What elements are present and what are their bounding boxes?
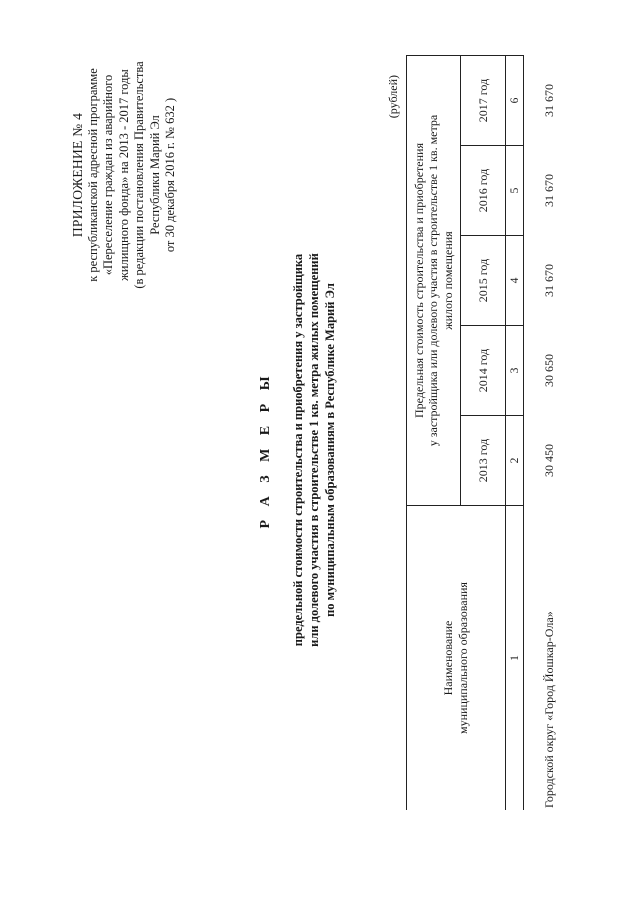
- table-row: [524, 56, 575, 811]
- header-year: 2013 год: [461, 416, 506, 506]
- appendix-line: (в редакции постановления Правительства: [132, 61, 146, 289]
- column-number: 1: [506, 506, 524, 811]
- header-year: 2017 год: [461, 56, 506, 146]
- appendix-line: Республики Марий Эл: [147, 115, 162, 235]
- appendix-line: к республиканской адресной программе: [85, 68, 100, 282]
- price-cell: 31 670: [541, 174, 556, 207]
- title-line: по муниципальным образованиям в Республике Марий Эл: [323, 283, 337, 617]
- column-number: 6: [506, 56, 524, 146]
- appendix-line: «Переселение граждан из аварийного: [101, 74, 115, 276]
- title-line: или долевого участия в строительстве 1 кв. метра жилых помещений: [307, 253, 321, 647]
- header-price-line: жилого помещения: [440, 231, 455, 330]
- title-heading: Р А З М Е Р Ы: [258, 371, 273, 529]
- document-title: [258, 170, 338, 730]
- price-cell: 31 670: [541, 264, 556, 297]
- column-number: 3: [506, 326, 524, 416]
- appendix-line: жилищного фонда» на 2013 - 2017 годы: [116, 69, 131, 281]
- price-cell: 30 650: [541, 354, 556, 387]
- header-year: 2014 год: [461, 326, 506, 416]
- header-year: 2016 год: [461, 146, 506, 236]
- appendix-line: от 30 декабря 2016 г. № 632 ): [163, 97, 177, 253]
- column-number: 4: [506, 236, 524, 326]
- price-cell: 31 670: [541, 84, 556, 117]
- header-price-line: у застройщика или долевого участия в строительстве 1 кв. метра: [426, 114, 441, 447]
- header-price-limit: [407, 56, 461, 506]
- header-municipality-line: муниципального образования: [456, 582, 470, 734]
- units-label: (рублей): [386, 75, 400, 119]
- header-municipality-line: Наименование: [441, 620, 455, 696]
- header-municipality: [407, 506, 506, 811]
- title-line: предельной стоимости строительства и приобретения у застройщика: [291, 253, 305, 647]
- column-number: 2: [506, 416, 524, 506]
- appendix-title: ПРИЛОЖЕНИЕ № 4: [70, 112, 85, 238]
- header-price-line: Предельная стоимость строительства и приобретения: [411, 143, 426, 418]
- header-year: 2015 год: [461, 236, 506, 326]
- municipality-name: Городской округ «Город Йошкар-Ола»: [541, 611, 556, 808]
- appendix-header: [70, 25, 179, 325]
- price-cell: 30 450: [541, 444, 556, 477]
- price-table: [406, 55, 574, 810]
- column-number: 5: [506, 146, 524, 236]
